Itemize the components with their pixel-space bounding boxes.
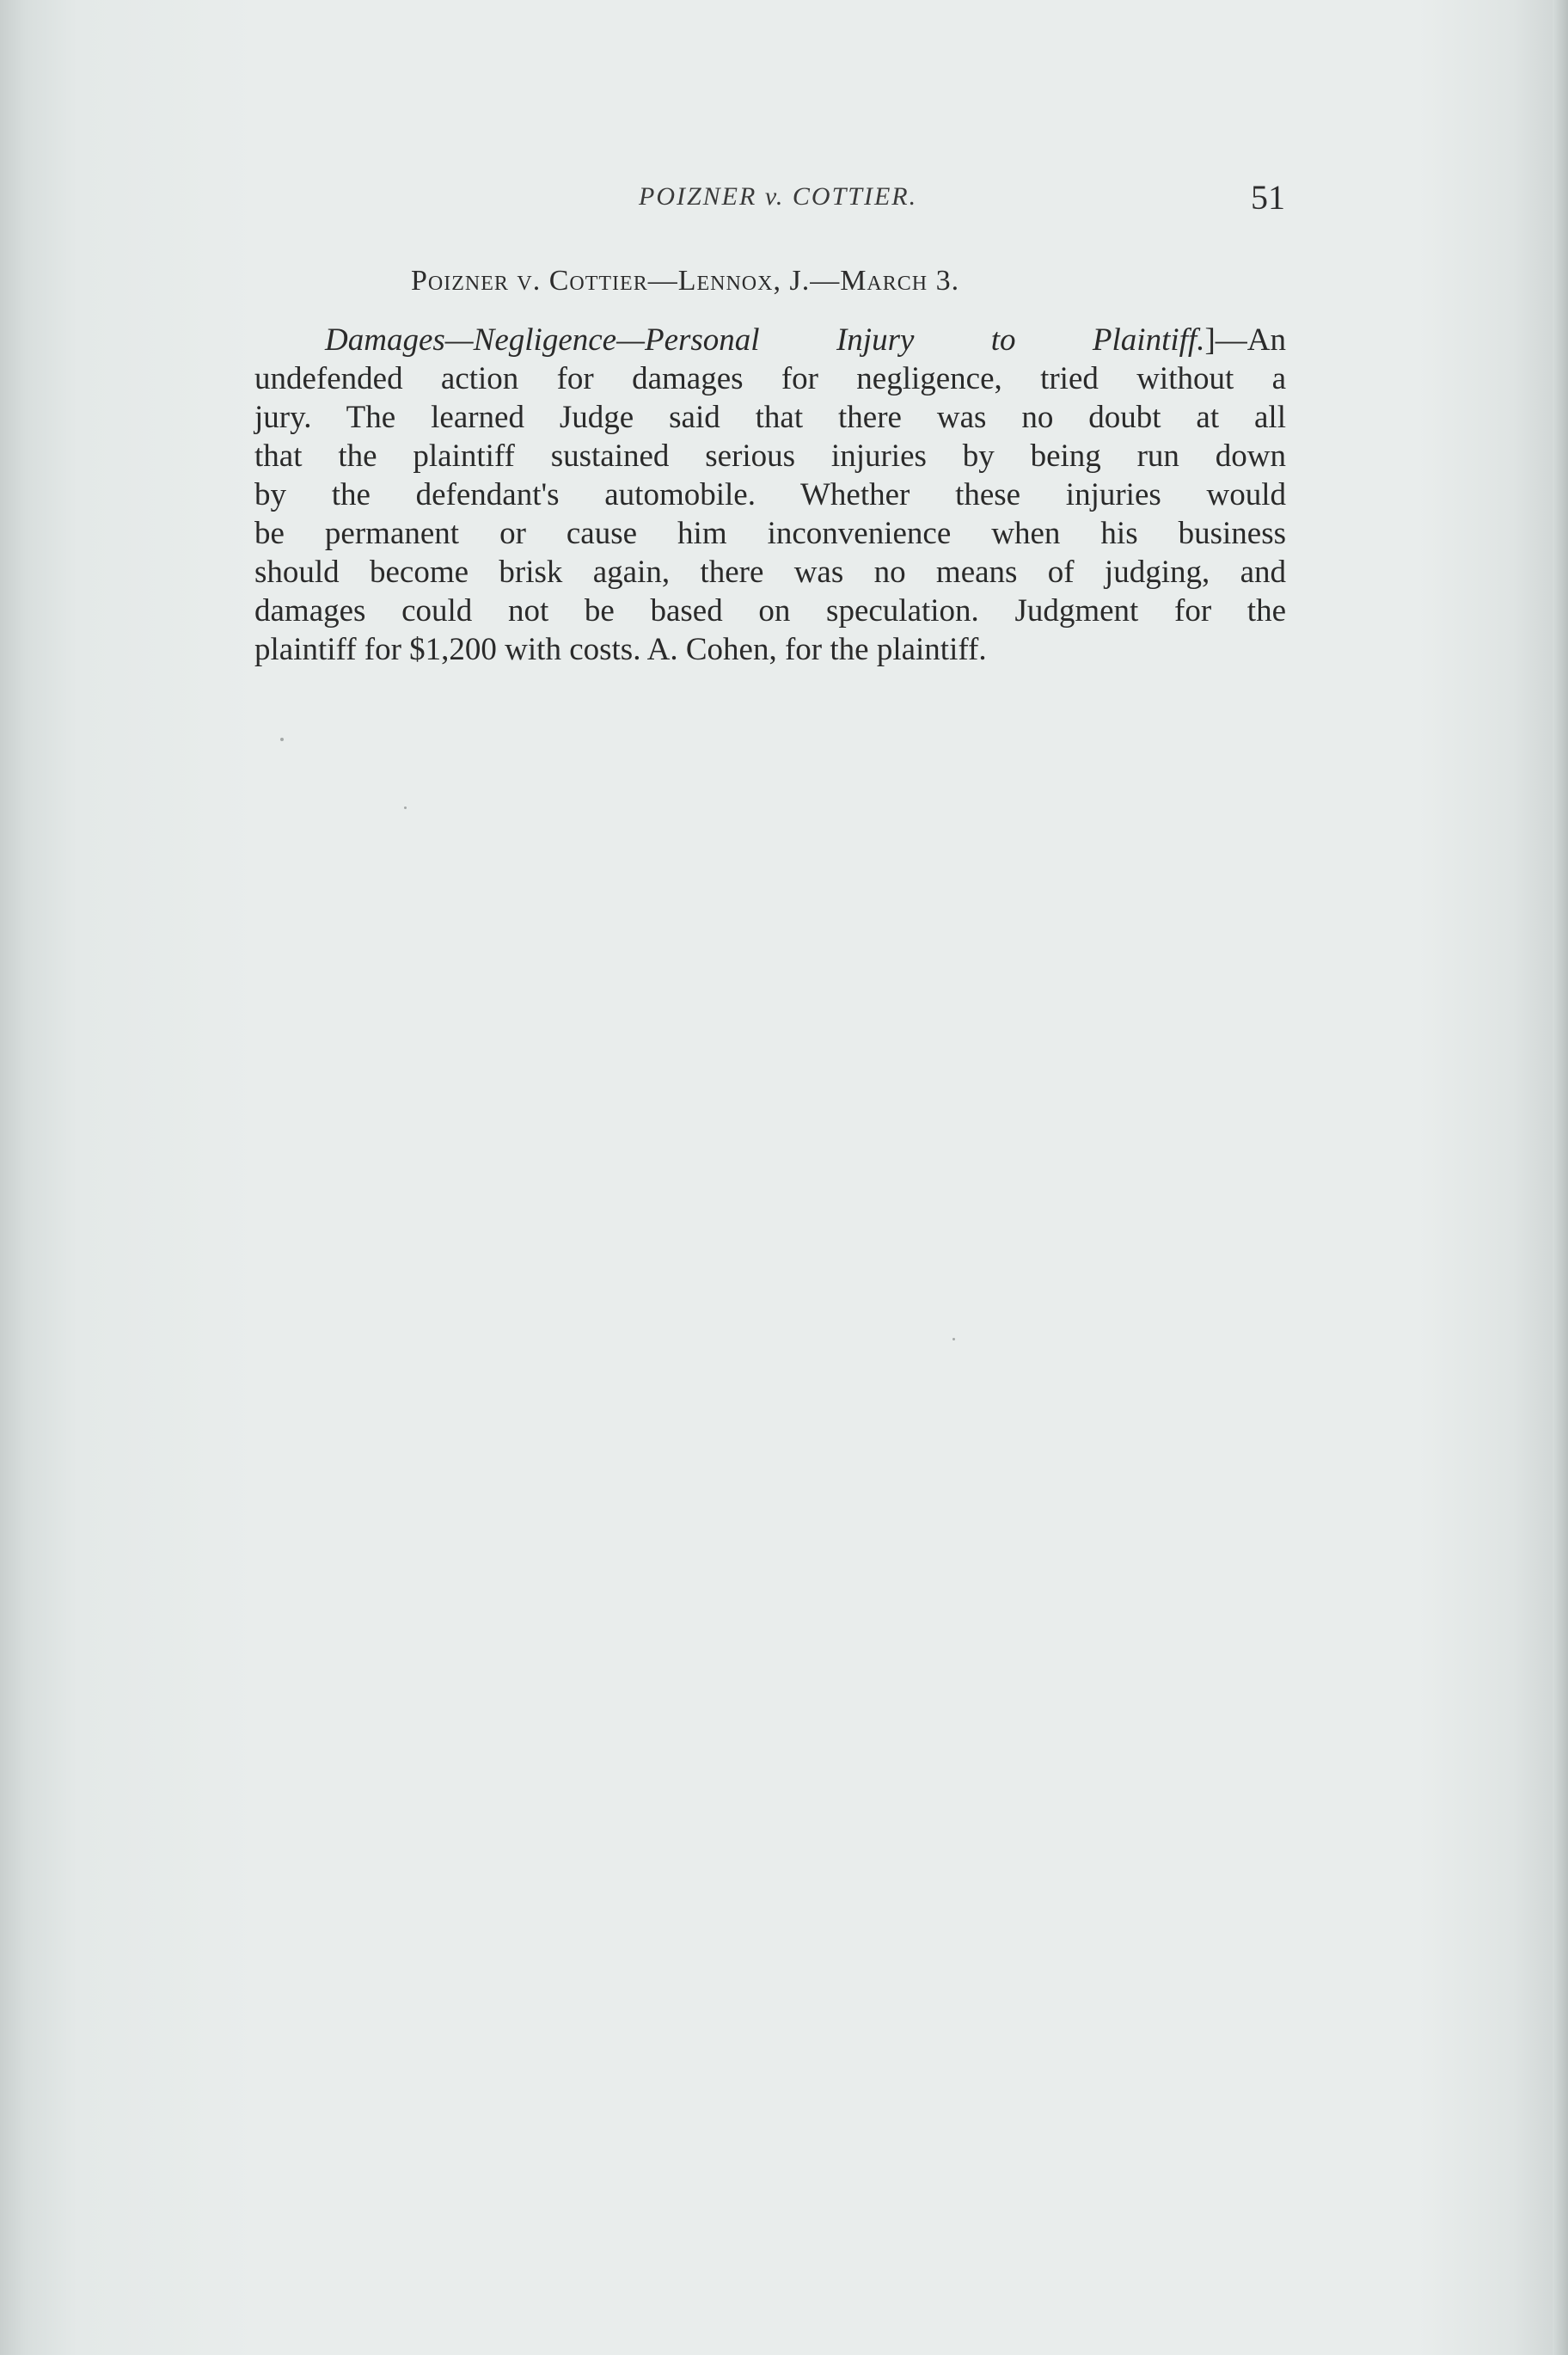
case-heading: Poizner v. Cottier—Lennox, J.—March 3. — [411, 265, 960, 297]
paragraph-line: plaintiff for $1,200 with costs. A. Cohen, for the plaintiff. — [254, 632, 987, 667]
paragraph-line: undefended action for damages for negligence, tried without a — [254, 361, 1286, 396]
case-report-paragraph — [254, 321, 1286, 669]
running-head — [0, 178, 1568, 225]
running-title: POIZNER v. COTTIER. — [639, 182, 918, 211]
paragraph-line: jury. The learned Judge said that there was no doubt at all — [254, 400, 1286, 435]
paragraph-line — [254, 321, 1286, 359]
paragraph-line: damages could not be based on speculation. Judgment for the — [254, 593, 1286, 629]
paragraph-line: should become brisk again, there was no means of judging, and — [254, 555, 1286, 590]
headnote-tail: ]—An — [1204, 322, 1286, 358]
page-edge-shadow — [1553, 0, 1568, 2355]
paper-speck — [404, 806, 407, 809]
headnote: Damages—Negligence—Personal Injury to Plaintiff. — [325, 322, 1205, 358]
paragraph-line: be permanent or cause him inconvenience when his business — [254, 516, 1286, 551]
paragraph-line: by the defendant's automobile. Whether these injuries would — [254, 477, 1286, 512]
page-number: 51 — [1251, 178, 1285, 217]
paper-speck — [952, 1338, 955, 1340]
paragraph-line: that the plaintiff sustained serious injuries by being run down — [254, 438, 1286, 474]
paper-speck — [280, 738, 284, 741]
